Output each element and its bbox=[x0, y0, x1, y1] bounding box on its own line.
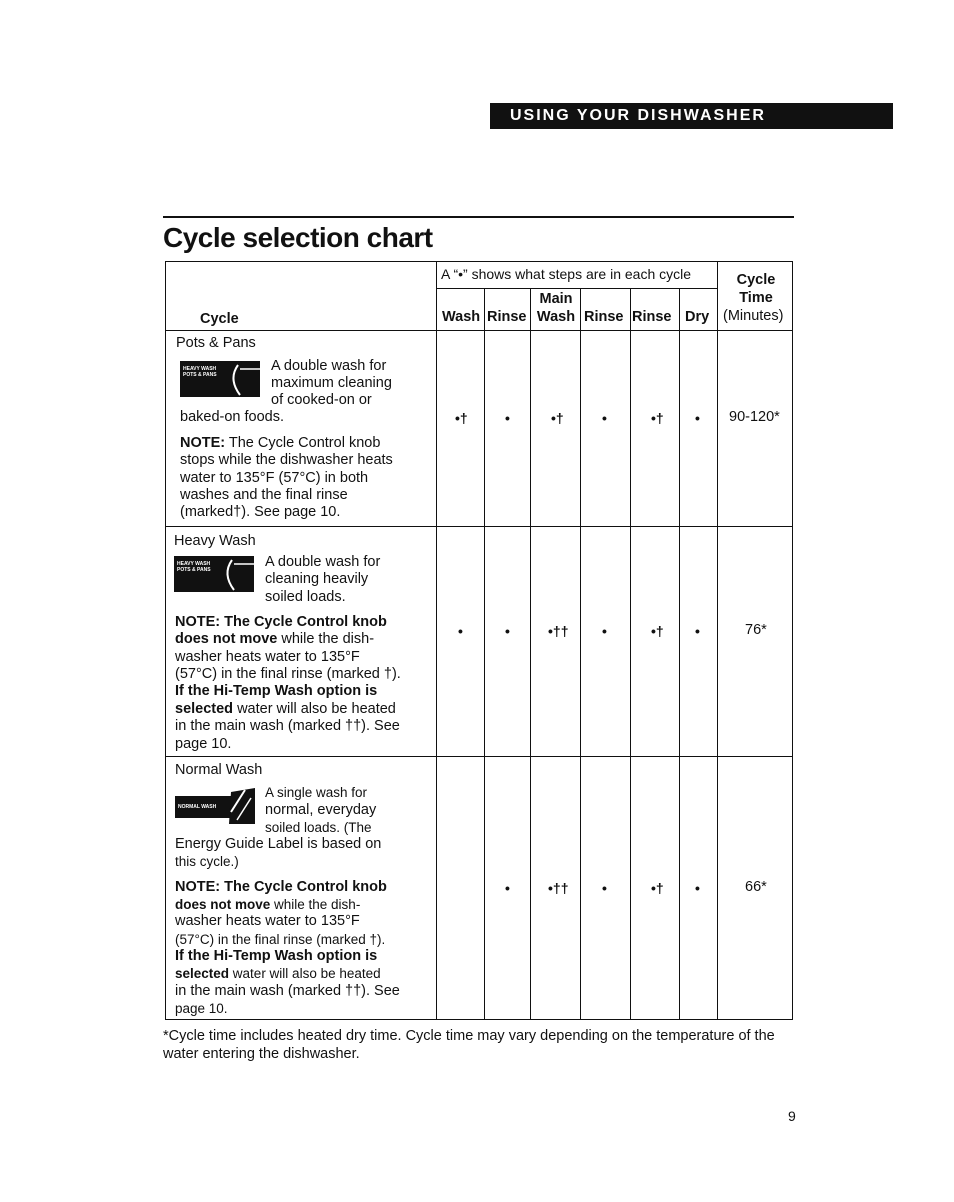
step-mark: •† bbox=[551, 410, 564, 426]
cycle-note-line: stops while the dishwasher heats bbox=[180, 452, 393, 468]
cycle-note-line: page 10. bbox=[175, 736, 232, 752]
time-header-line3: (Minutes) bbox=[723, 308, 784, 324]
step-mark: •†† bbox=[548, 880, 569, 896]
cycle-note-line: water to 135°F (57°C) in both bbox=[180, 470, 369, 486]
cycle-desc-line: of cooked-on or bbox=[271, 392, 372, 408]
cycle-desc-line: A single wash for bbox=[265, 785, 368, 800]
step-header-rinse: Rinse bbox=[487, 309, 527, 325]
cycle-desc-line: cleaning heavily bbox=[265, 571, 369, 587]
step-mark: • bbox=[602, 410, 607, 426]
cycle-desc-line: this cycle.) bbox=[175, 854, 239, 869]
cycle-desc-line: normal, everyday bbox=[265, 802, 377, 818]
col-divider-cycle bbox=[436, 261, 437, 1020]
step-mark: •† bbox=[651, 880, 664, 896]
cycle-note-line: washer heats water to 135°F bbox=[175, 913, 360, 929]
step-header-main-wash: Main Wash bbox=[536, 291, 576, 325]
col-divider-wash bbox=[484, 289, 485, 1020]
step-header-rinse-2: Rinse bbox=[584, 309, 624, 325]
col-divider-rinse2 bbox=[630, 289, 631, 1020]
cycle-time: 66* bbox=[745, 879, 767, 895]
step-mark: • bbox=[602, 623, 607, 639]
footnote: *Cycle time includes heated dry time. Cycle time may vary depending on the temperature of the water entering the dishwasher. bbox=[163, 1028, 775, 1062]
cycle-name-normal-wash: Normal Wash bbox=[175, 762, 263, 778]
cycle-note-line: If the Hi-Temp Wash option is bbox=[175, 948, 378, 964]
time-header-line1: Cycle bbox=[736, 272, 776, 288]
row-divider-2 bbox=[165, 756, 793, 757]
col-divider-mainwash bbox=[580, 289, 581, 1020]
col-divider-rinse3 bbox=[679, 289, 680, 1020]
step-mark: • bbox=[695, 410, 700, 426]
title-rule bbox=[163, 216, 794, 218]
steps-caption: A “•” shows what steps are in each cycle bbox=[441, 266, 692, 282]
step-mark: •† bbox=[651, 410, 664, 426]
cycle-desc-line: A double wash for bbox=[271, 358, 387, 374]
step-header-rinse-3: Rinse bbox=[632, 309, 672, 325]
step-mark: •†† bbox=[548, 623, 569, 639]
cycle-note-line: does not move while the dish- bbox=[175, 897, 361, 912]
cycle-note-line: selected water will also be heated bbox=[175, 701, 396, 717]
cycle-note-line: NOTE: The Cycle Control knob bbox=[180, 435, 381, 451]
step-mark: • bbox=[695, 880, 700, 896]
row-divider-1 bbox=[165, 526, 793, 527]
cycle-note-line: (57°C) in the final rinse (marked †). bbox=[175, 932, 386, 947]
time-header-line2: Time bbox=[739, 290, 773, 306]
cycle-desc-line: A double wash for bbox=[265, 554, 381, 570]
step-mark: • bbox=[458, 623, 463, 639]
cycle-column-header: Cycle bbox=[200, 311, 239, 327]
step-mark: •† bbox=[455, 410, 468, 426]
cycle-note-line: washer heats water to 135°F bbox=[175, 649, 360, 665]
step-mark: • bbox=[695, 623, 700, 639]
caption-divider bbox=[436, 288, 717, 289]
cycle-note-line: in the main wash (marked ††). See bbox=[175, 718, 400, 734]
cycle-note-line: If the Hi-Temp Wash option is bbox=[175, 683, 378, 699]
step-header-dry: Dry bbox=[685, 309, 710, 325]
step-mark: • bbox=[505, 880, 510, 896]
cycle-desc-line: soiled loads. bbox=[265, 589, 346, 605]
cycle-time: 76* bbox=[745, 622, 767, 638]
step-mark: • bbox=[505, 623, 510, 639]
step-header-wash: Wash bbox=[442, 309, 481, 325]
cycle-desc-line: soiled loads. (The bbox=[265, 820, 372, 835]
cycle-note-line: page 10. bbox=[175, 1001, 228, 1016]
step-mark: • bbox=[602, 880, 607, 896]
cycle-note-line: NOTE: The Cycle Control knob bbox=[175, 614, 387, 630]
cycle-note-line: (marked†). See page 10. bbox=[180, 504, 341, 520]
cycle-note-line: selected water will also be heated bbox=[175, 966, 381, 981]
col-divider-rinse1 bbox=[530, 289, 531, 1020]
cycle-desc-line: Energy Guide Label is based on bbox=[175, 836, 382, 852]
cycle-name-heavy-wash: Heavy Wash bbox=[174, 533, 256, 549]
knob-label: HEAVY WASH POTS & PANS bbox=[177, 561, 211, 573]
cycle-note-line: does not move while the dish- bbox=[175, 631, 375, 647]
cycle-note-line: (57°C) in the final rinse (marked †). bbox=[175, 666, 401, 682]
page-number: 9 bbox=[788, 1108, 796, 1124]
header-divider bbox=[165, 330, 793, 331]
step-mark: • bbox=[505, 410, 510, 426]
cycle-note-line: in the main wash (marked ††). See bbox=[175, 983, 400, 999]
knob-label: NORMAL WASH bbox=[178, 804, 217, 810]
cycle-time: 90-120* bbox=[729, 409, 780, 425]
cycle-desc-line: baked-on foods. bbox=[180, 409, 284, 425]
section-header-bar: USING YOUR DISHWASHER bbox=[490, 103, 893, 129]
page-title: Cycle selection chart bbox=[163, 222, 433, 253]
cycle-note-line: washes and the final rinse bbox=[180, 487, 348, 503]
step-mark: •† bbox=[651, 623, 664, 639]
cycle-note-line: NOTE: The Cycle Control knob bbox=[175, 879, 387, 895]
knob-label: HEAVY WASH POTS & PANS bbox=[183, 366, 217, 378]
cycle-desc-line: maximum cleaning bbox=[271, 375, 392, 391]
col-divider-dry bbox=[717, 261, 718, 1020]
cycle-name-pots-pans: Pots & Pans bbox=[176, 335, 256, 351]
